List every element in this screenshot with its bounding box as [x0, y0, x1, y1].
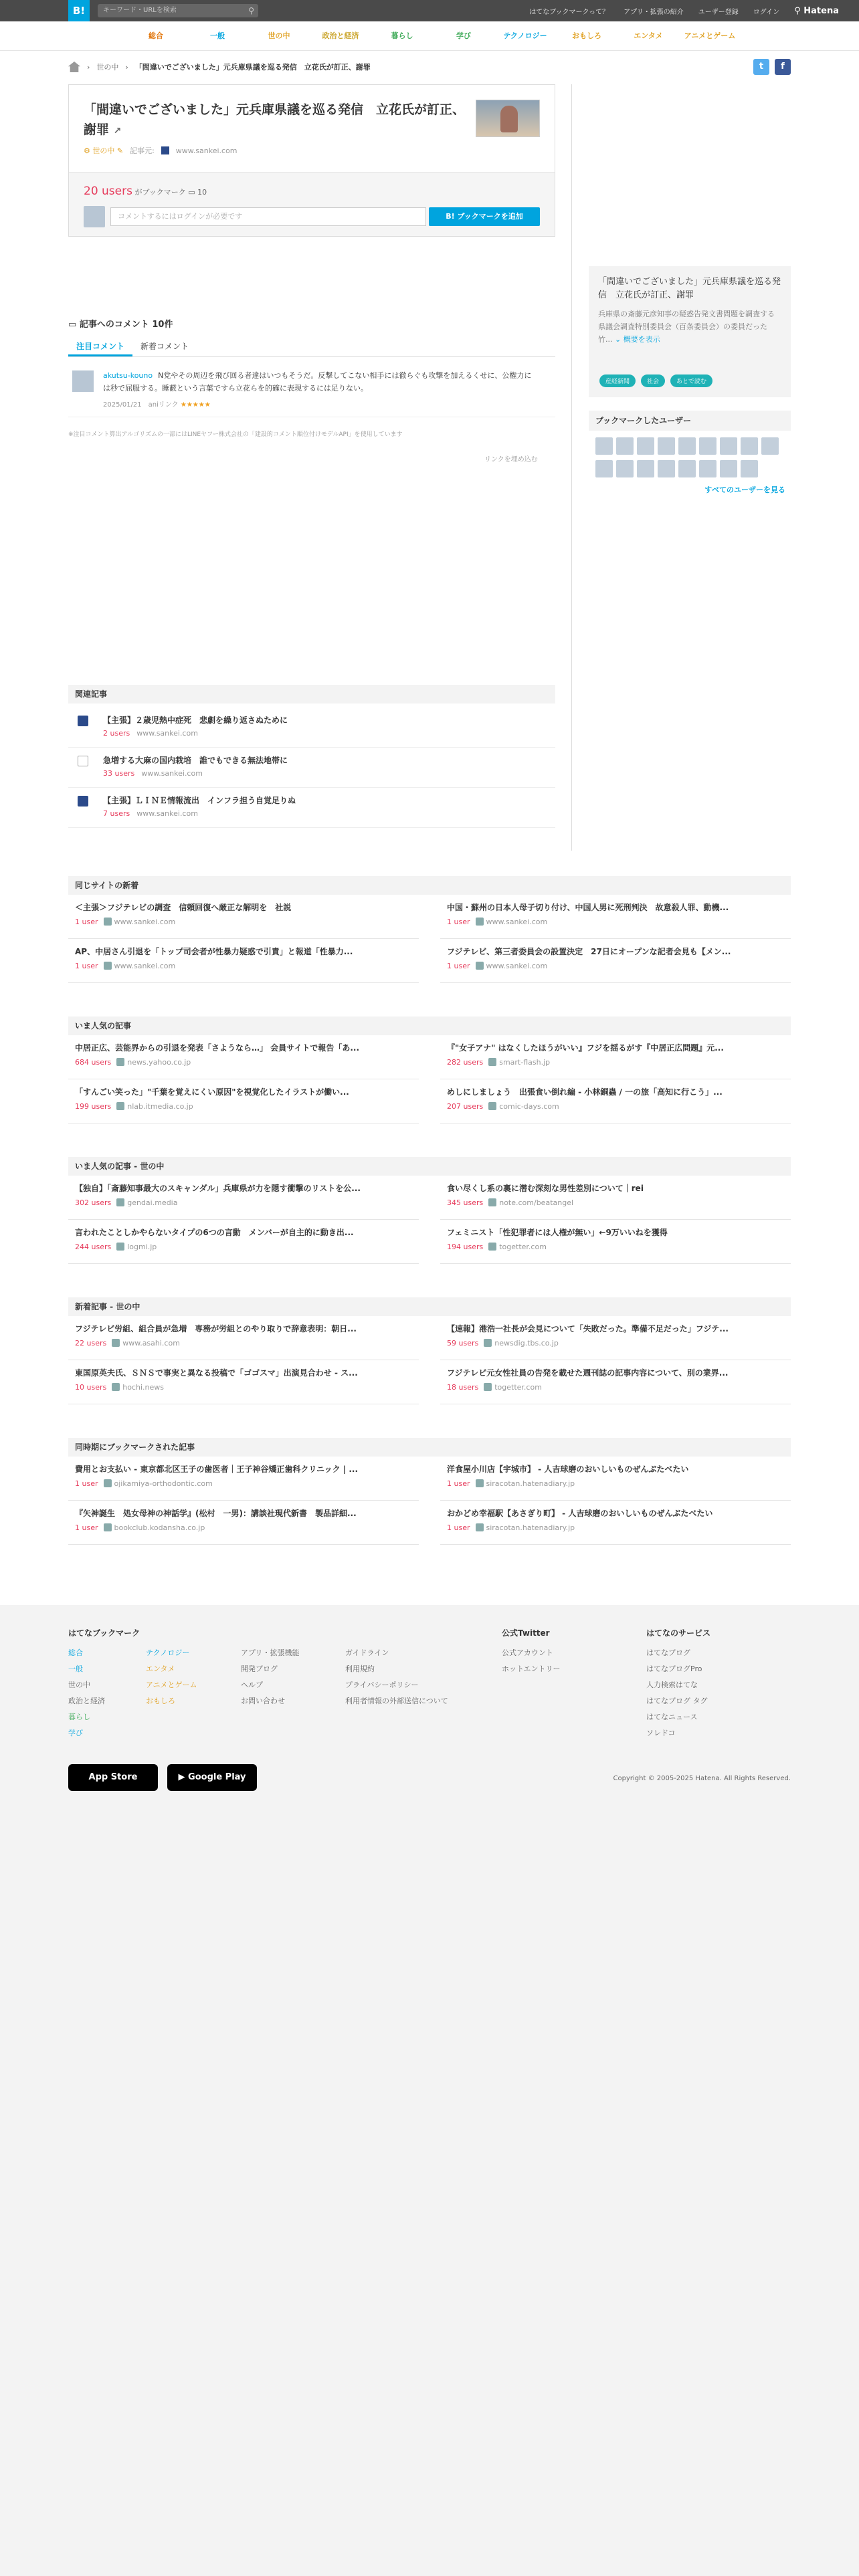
- article-site[interactable]: www.sankei.com: [486, 962, 548, 970]
- article-meta: [447, 1102, 784, 1111]
- article-section: [68, 1016, 791, 1123]
- home-icon[interactable]: [68, 62, 80, 72]
- footer-link[interactable]: 世の中: [68, 1681, 90, 1689]
- search-placeholder: キーワード・URLを検索: [103, 7, 177, 14]
- article-meta: [75, 1058, 412, 1067]
- entry-thumbnail[interactable]: [476, 100, 540, 137]
- user-icon[interactable]: [658, 437, 675, 455]
- article-item[interactable]: [68, 1501, 419, 1545]
- user-icon[interactable]: [637, 437, 654, 455]
- nav-category-4[interactable]: 暮らし: [391, 31, 413, 40]
- user-icons: [595, 437, 789, 477]
- favicon-icon: [488, 1102, 496, 1110]
- article-title[interactable]: めしにしましょう 出張食い倒れ編 - 小林銅蟲 / 一の旅「高知に行こう」...: [447, 1087, 723, 1097]
- article-users[interactable]: 1 user: [447, 1479, 470, 1488]
- tab-new-comments[interactable]: 新着コメント: [140, 342, 189, 351]
- article-title[interactable]: 洋食屋小川店【宇城市】 - 人吉球磨のおいしいものぜんぶたべたい: [447, 1465, 689, 1474]
- footer-col-categories: [146, 1645, 197, 1709]
- user-icon[interactable]: [741, 460, 758, 477]
- user-icon[interactable]: [720, 437, 737, 455]
- favicon-icon: [488, 1198, 496, 1206]
- section-header: 同じサイトの新着: [68, 876, 791, 895]
- article-item[interactable]: [440, 1035, 791, 1079]
- show-summary-label: 概要を表示: [623, 335, 660, 344]
- article-site[interactable]: logmi.jp: [127, 1243, 157, 1251]
- footer-heading: はてなのサービス: [646, 1628, 711, 1638]
- article-site[interactable]: hochi.news: [122, 1383, 164, 1392]
- article-meta: [447, 1243, 784, 1251]
- users-suffix: がブックマーク: [134, 188, 186, 197]
- article-item[interactable]: [440, 1457, 791, 1501]
- article-site[interactable]: comic-days.com: [499, 1102, 559, 1111]
- favicon-icon: [112, 1383, 120, 1391]
- footer-link[interactable]: お問い合わせ: [241, 1697, 285, 1705]
- article-section: [68, 1157, 791, 1264]
- article-users[interactable]: 1 user: [447, 918, 470, 926]
- article-title[interactable]: フジテレビ元女性社員の告発を載せた週刊誌の記事内容について、別の業界...: [447, 1368, 729, 1378]
- search-input[interactable]: [98, 4, 258, 17]
- article-item[interactable]: [68, 1457, 419, 1501]
- article-meta: [447, 1339, 784, 1348]
- hatena-bookmark-logo[interactable]: B!: [68, 0, 90, 21]
- favicon-icon: [484, 1339, 492, 1347]
- article-site[interactable]: ojikamiya-orthodontic.com: [114, 1479, 213, 1488]
- article-section: [68, 1438, 791, 1545]
- article-meta: [75, 918, 412, 926]
- article-users[interactable]: 244 users: [75, 1243, 112, 1251]
- nav-category-2[interactable]: 世の中: [268, 31, 290, 40]
- top-links: [529, 0, 839, 21]
- summary-text: [598, 308, 781, 346]
- related-item[interactable]: [68, 748, 555, 788]
- article-meta: [75, 1383, 412, 1392]
- favicon-icon: [488, 1243, 496, 1251]
- article-title[interactable]: 東国原英夫氏、ＳＮＳで事実と異なる投稿で「ゴゴスマ」出演見合わせ - ス...: [75, 1368, 358, 1378]
- favicon-icon: [78, 716, 88, 726]
- article-item[interactable]: [68, 895, 419, 939]
- article-item[interactable]: [440, 1079, 791, 1123]
- article-users[interactable]: 345 users: [447, 1198, 484, 1207]
- article-item[interactable]: [68, 939, 419, 983]
- footer-link[interactable]: 開発ブログ: [241, 1665, 278, 1673]
- favicon-icon: [116, 1243, 124, 1251]
- article-users[interactable]: 22 users: [75, 1339, 107, 1348]
- app-store-label: App Store: [88, 1772, 138, 1782]
- article-item[interactable]: [440, 1316, 791, 1360]
- article-title[interactable]: おかどめ幸福駅【あさぎり町】 - 人吉球磨のおいしいものぜんぶたべたい: [447, 1509, 713, 1518]
- section-header: 同時期にブックマークされた記事: [68, 1438, 791, 1457]
- source-link[interactable]: www.sankei.com: [175, 146, 237, 155]
- article-item[interactable]: [68, 1079, 419, 1123]
- favicon-icon: [476, 1523, 484, 1531]
- favicon-icon: [116, 1058, 124, 1066]
- breadcrumb: [68, 59, 371, 75]
- article-site[interactable]: www.sankei.com: [114, 962, 176, 970]
- article-item[interactable]: [68, 1220, 419, 1264]
- google-play-label: Google Play: [188, 1772, 246, 1782]
- footer-link[interactable]: 一般: [68, 1665, 83, 1673]
- user-icon[interactable]: [678, 460, 696, 477]
- footer-link[interactable]: アニメとゲーム: [146, 1681, 197, 1689]
- article-users[interactable]: 302 users: [75, 1198, 112, 1207]
- favicon-icon: [116, 1198, 124, 1206]
- article-title[interactable]: 『"女子アナ" はなくしたほうがいい』フジを揺るがす『中居正広問題』元...: [447, 1043, 724, 1053]
- footer-heading: はてなブックマーク: [68, 1628, 140, 1638]
- footer-link[interactable]: ヘルプ: [241, 1681, 263, 1689]
- article-meta: [75, 1479, 412, 1488]
- user-icon[interactable]: [616, 437, 634, 455]
- article-site[interactable]: bookclub.kodansha.co.jp: [114, 1523, 205, 1532]
- nav-category-6[interactable]: テクノロジー: [503, 31, 547, 40]
- breadcrumb-sep-icon: ›: [87, 62, 90, 72]
- article-title[interactable]: 『矢神誕生 処女母神の神話学』(松村 一男)：講談社現代新書 製品詳細...: [75, 1509, 357, 1518]
- section-grid: [68, 1316, 791, 1404]
- related-users[interactable]: 33 users: [103, 769, 135, 778]
- article-meta: [75, 962, 412, 970]
- user-icon[interactable]: [761, 437, 779, 455]
- article-meta: [75, 1243, 412, 1251]
- favicon-icon: [104, 1523, 112, 1531]
- bookmarked-users-header: ブックマークしたユーザー: [589, 411, 791, 431]
- article-users[interactable]: 59 users: [447, 1339, 479, 1348]
- article-title[interactable]: 言われたことしかやらないタイプの6つの言動 メンバーが自主的に動き出...: [75, 1228, 354, 1237]
- favicon-icon: [116, 1102, 124, 1110]
- section-header: いま人気の記事 - 世の中: [68, 1157, 791, 1176]
- article-meta: [447, 1058, 784, 1067]
- related-site[interactable]: www.sankei.com: [136, 809, 198, 818]
- tag[interactable]: 産経新聞: [599, 374, 636, 387]
- article-users[interactable]: 207 users: [447, 1102, 484, 1111]
- article-site[interactable]: togetter.com: [499, 1243, 547, 1251]
- article-site[interactable]: www.sankei.com: [114, 918, 176, 926]
- related-header: 関連記事: [68, 685, 555, 704]
- user-icon[interactable]: [699, 437, 717, 455]
- app-store-badge[interactable]: [68, 1764, 158, 1791]
- comment-link[interactable]: aniリンク: [148, 401, 179, 409]
- breadcrumb-sep-icon: ›: [125, 62, 128, 72]
- users-count[interactable]: [84, 185, 207, 198]
- tag[interactable]: 社会: [641, 374, 665, 387]
- hatena-brand: Hatena: [803, 5, 839, 16]
- facebook-icon[interactable]: f: [775, 59, 791, 75]
- tag-list: [599, 374, 712, 387]
- favicon-icon: [104, 918, 112, 926]
- related-site[interactable]: www.sankei.com: [136, 729, 198, 738]
- article-title[interactable]: フェミニスト「性犯罪者には人権が無い」←9万いいねを獲得: [447, 1228, 668, 1237]
- user-icon[interactable]: [595, 460, 613, 477]
- user-icon[interactable]: [637, 460, 654, 477]
- user-icon[interactable]: [595, 437, 613, 455]
- related-users[interactable]: 7 users: [103, 809, 130, 818]
- favicon-icon: [484, 1383, 492, 1391]
- article-meta: [447, 1523, 784, 1532]
- footer-link[interactable]: エンタメ: [146, 1665, 175, 1673]
- show-summary-link[interactable]: ⌄ 概要を表示: [615, 335, 660, 344]
- related-site[interactable]: www.sankei.com: [141, 769, 203, 778]
- footer-link[interactable]: ガイドライン: [345, 1648, 389, 1657]
- footer-link[interactable]: ホットエントリー: [502, 1665, 561, 1673]
- footer-link[interactable]: 公式アカウント: [502, 1648, 553, 1657]
- article-meta: [447, 918, 784, 926]
- comments-header-label: 記事へのコメント: [79, 320, 149, 330]
- article-item[interactable]: [68, 1360, 419, 1404]
- external-link-icon[interactable]: ↗: [113, 126, 122, 136]
- article-title[interactable]: フジテレビ労組、組合員が急増 専務が労組とのやり取りで辞意表明：朝日...: [75, 1324, 357, 1333]
- comment-tabs: [68, 337, 555, 357]
- nav-category-1[interactable]: 一般: [210, 31, 225, 40]
- user-icon[interactable]: [678, 437, 696, 455]
- section-grid: [68, 1176, 791, 1264]
- footer-link[interactable]: 利用者情報の外部送信について: [345, 1697, 448, 1705]
- footer-link[interactable]: はてなニュース: [646, 1713, 698, 1721]
- column-divider: [571, 84, 572, 851]
- favicon-icon: [488, 1058, 496, 1066]
- footer: [0, 1605, 859, 2576]
- article-site[interactable]: nlab.itmedia.co.jp: [127, 1102, 193, 1111]
- comment-count: 10: [197, 188, 207, 197]
- footer-col-bookmark: [68, 1625, 140, 1741]
- avatar: [84, 206, 105, 227]
- article-site[interactable]: togetter.com: [494, 1383, 542, 1392]
- comment-icon: ▭: [68, 320, 77, 330]
- comment-date[interactable]: 2025/01/21: [103, 401, 142, 409]
- article-users[interactable]: 194 users: [447, 1243, 484, 1251]
- footer-link[interactable]: 暮らし: [68, 1713, 90, 1721]
- source-label: 記事元:: [130, 146, 155, 155]
- related-users[interactable]: 2 users: [103, 729, 130, 738]
- footer-link[interactable]: アプリ・拡張機能: [241, 1648, 300, 1657]
- user-icon[interactable]: [720, 460, 737, 477]
- related-title[interactable]: 急増する大麻の国内栽培 誰でもできる無法地帯に: [103, 756, 288, 765]
- favicon-icon: [476, 918, 484, 926]
- article-meta: [447, 962, 784, 970]
- article-meta: [447, 1198, 784, 1207]
- favicon-icon: [104, 962, 112, 970]
- comment-input[interactable]: コメントするにはログインが必要です: [110, 207, 426, 226]
- related-title[interactable]: 【主張】２歳児熱中症死 悲劇を繰り返さぬために: [103, 716, 288, 725]
- entry-category-label: 世の中: [92, 146, 115, 155]
- avatar[interactable]: [72, 370, 94, 392]
- article-users[interactable]: 18 users: [447, 1383, 479, 1392]
- footer-heading: 公式Twitter: [502, 1628, 550, 1638]
- related-meta: [103, 809, 198, 818]
- top-bar: [0, 0, 859, 21]
- article-title[interactable]: ＜主張＞フジテレビの調査 信頼回復へ厳正な解明を 社説: [75, 903, 292, 912]
- article-title[interactable]: 「すんごい笑った」"千葉を覚えにくい原因"を視覚化したイラストが働い...: [75, 1087, 349, 1097]
- footer-link[interactable]: 人力検索はてな: [646, 1681, 698, 1689]
- copyright: Copyright © 2005-2025 Hatena. All Rights Reserved.: [613, 1775, 791, 1782]
- related-item[interactable]: [68, 708, 555, 748]
- favicon-icon: [78, 796, 88, 807]
- footer-link[interactable]: テクノロジー: [146, 1648, 190, 1657]
- related-meta: [103, 729, 198, 738]
- twitter-icon[interactable]: t: [753, 59, 769, 75]
- summary-desc: 兵庫県の斎藤元彦知事の疑惑告発文書問題を調査する県議会調査特別委員会（百条委員会）の委員だった竹...: [598, 310, 775, 344]
- article-users[interactable]: 1 user: [447, 962, 470, 970]
- article-users[interactable]: 1 user: [75, 962, 98, 970]
- category-nav: [0, 21, 859, 51]
- article-site[interactable]: siracotan.hatenadiary.jp: [486, 1479, 575, 1488]
- google-play-badge[interactable]: ▶ Google Play: [167, 1764, 257, 1791]
- article-users[interactable]: 282 users: [447, 1058, 484, 1067]
- footer-col-services: [646, 1625, 710, 1741]
- article-meta: [447, 1479, 784, 1488]
- section-grid: [68, 1457, 791, 1545]
- article-title[interactable]: 【独自】「斎藤知事最大のスキャンダル」兵庫県が力を隠す衝撃のリストを公...: [75, 1184, 361, 1193]
- article-site[interactable]: newsdig.tbs.co.jp: [494, 1339, 559, 1348]
- footer-col-apps: [241, 1645, 300, 1709]
- apps-link[interactable]: アプリ・拡張の紹介: [624, 8, 684, 16]
- article-item[interactable]: [68, 1176, 419, 1220]
- article-users[interactable]: 1 user: [75, 1523, 98, 1532]
- favicon-icon: [78, 756, 88, 766]
- footer-link[interactable]: 政治と経済: [68, 1697, 105, 1705]
- article-users[interactable]: 1 user: [447, 1523, 470, 1532]
- related-meta: [103, 769, 203, 778]
- footer-link[interactable]: はてなブログ: [646, 1648, 690, 1657]
- article-meta: [447, 1383, 784, 1392]
- related-title[interactable]: 【主張】ＬＩＮＥ情報流出 インフラ担う自覚足りぬ: [103, 796, 296, 805]
- embed-link[interactable]: リンクを埋め込む: [484, 456, 538, 463]
- hatena-logo[interactable]: ⚲ Hatena: [794, 5, 839, 16]
- all-users-link[interactable]: すべてのユーザーを見る: [704, 486, 785, 494]
- article-site[interactable]: www.asahi.com: [122, 1339, 180, 1348]
- article-users[interactable]: 10 users: [75, 1383, 107, 1392]
- comment-item: [68, 366, 555, 417]
- article-title[interactable]: 中国・蘇州の日本人母子切り付け、中国人男に死刑判決 故意殺人罪、動機...: [447, 903, 729, 912]
- nav-category-0[interactable]: 総合: [149, 31, 163, 40]
- footer-link[interactable]: 利用規約: [345, 1665, 375, 1673]
- footer-col-guides: [345, 1645, 448, 1709]
- comment-note: ※注目コメント算出アルゴリズムの一部にはLINEヤフー株式会社の「建設的コメント順位付けモデルAPI」を使用しています: [68, 431, 403, 438]
- nav-category-5[interactable]: 学び: [456, 31, 471, 40]
- article-meta: [75, 1102, 412, 1111]
- article-section: [68, 876, 791, 983]
- article-item[interactable]: [68, 1316, 419, 1360]
- article-meta: [75, 1523, 412, 1532]
- star-icon[interactable]: ★★★★★: [180, 401, 211, 409]
- users-count-value: 20 users: [84, 185, 132, 198]
- entry-title-text: 「間違いでございました」元兵庫県議を巡る発信 立花氏が訂正、謝罪: [84, 102, 466, 137]
- article-item[interactable]: [68, 1035, 419, 1079]
- nav-category-8[interactable]: エンタメ: [634, 31, 663, 40]
- tag[interactable]: あとで読む: [670, 374, 712, 387]
- favicon-icon: [476, 1479, 484, 1487]
- user-icon[interactable]: [741, 437, 758, 455]
- article-site[interactable]: siracotan.hatenadiary.jp: [486, 1523, 575, 1532]
- search-icon[interactable]: ⚲: [248, 6, 254, 15]
- article-item[interactable]: [440, 1220, 791, 1264]
- article-users[interactable]: 1 user: [75, 918, 98, 926]
- comment-icon: ▭: [188, 188, 195, 197]
- article-meta: [75, 1339, 412, 1348]
- article-item[interactable]: [440, 1360, 791, 1404]
- article-item[interactable]: [440, 939, 791, 983]
- article-section: [68, 1297, 791, 1404]
- entry-bookmark-area: [69, 172, 555, 236]
- article-title[interactable]: AP、中居さん引退を「トップ司会者が性暴力疑惑で引責」と報道「性暴力...: [75, 947, 353, 956]
- article-users[interactable]: 1 user: [75, 1479, 98, 1488]
- article-item[interactable]: [440, 1176, 791, 1220]
- article-title[interactable]: 食い尽くし系の裏に潜む深刻な男性差別について｜rei: [447, 1184, 644, 1193]
- article-site[interactable]: note.com/beatangel: [499, 1198, 574, 1207]
- comment-text: N党やその周辺を飛び回る者達はいつもそうだ。反撃してこない相手には徹らぐも攻撃を加えるくせに、公権力には秒で屈服する。睡蔽という言葉ですら立花らを的確に表現するには足りない。: [103, 371, 532, 393]
- footer-link[interactable]: はてなブログPro: [646, 1665, 702, 1673]
- article-item[interactable]: [440, 1501, 791, 1545]
- register-link[interactable]: ユーザー登録: [698, 8, 739, 16]
- article-site[interactable]: gendai.media: [127, 1198, 178, 1207]
- article-site[interactable]: www.sankei.com: [486, 918, 548, 926]
- section-grid: [68, 895, 791, 983]
- footer-col-twitter: [502, 1625, 561, 1677]
- article-item[interactable]: [440, 895, 791, 939]
- entry-card: [68, 84, 555, 237]
- article-title[interactable]: 中居正広、芸能界からの引退を発表「さようなら…」 会員サイトで報告「あ...: [75, 1043, 360, 1053]
- share-buttons: [753, 59, 791, 75]
- related-item[interactable]: [68, 788, 555, 828]
- article-users[interactable]: 199 users: [75, 1102, 112, 1111]
- source-favicon-icon: [161, 146, 169, 154]
- entry-title[interactable]: [84, 100, 472, 141]
- footer-link[interactable]: 学び: [68, 1729, 83, 1737]
- section-grid: [68, 1035, 791, 1123]
- about-link[interactable]: はてなブックマークって？: [529, 8, 609, 16]
- footer-link[interactable]: はてなブログ タグ: [646, 1697, 708, 1705]
- article-meta: [75, 1198, 412, 1207]
- footer-link[interactable]: 総合: [68, 1648, 83, 1657]
- user-icon[interactable]: [658, 460, 675, 477]
- nav-category-3[interactable]: 政治と経済: [322, 31, 359, 40]
- favicon-icon: [104, 1479, 112, 1487]
- footer-link[interactable]: ソレドコ: [646, 1729, 676, 1737]
- entry-meta: [84, 145, 237, 156]
- comment-meta: [103, 399, 211, 409]
- favicon-icon: [112, 1339, 120, 1347]
- article-site[interactable]: news.yahoo.co.jp: [127, 1058, 191, 1067]
- favicon-icon: [476, 962, 484, 970]
- user-icon[interactable]: [616, 460, 634, 477]
- article-title[interactable]: フジテレビ、第三者委員会の設置決定 27日にオープンな記者会見も【メン...: [447, 947, 731, 956]
- article-users[interactable]: 684 users: [75, 1058, 112, 1067]
- nav-category-9[interactable]: アニメとゲーム: [684, 31, 736, 40]
- section-header: いま人気の記事: [68, 1016, 791, 1035]
- footer-link[interactable]: おもしろ: [146, 1697, 175, 1705]
- add-bookmark-button[interactable]: B! ブックマークを追加: [429, 207, 540, 226]
- article-title[interactable]: 【速報】港浩一社長が会見について「失敗だった。準備不足だった」フジテ...: [447, 1324, 729, 1333]
- tab-popular-comments[interactable]: 注目コメント: [68, 337, 132, 356]
- article-site[interactable]: smart-flash.jp: [499, 1058, 551, 1067]
- comment-user[interactable]: akutsu-kouno: [103, 371, 153, 380]
- footer-link[interactable]: プライバシーポリシー: [345, 1681, 419, 1689]
- comment-body: [103, 369, 538, 395]
- comments-header: [68, 317, 173, 330]
- breadcrumb-category[interactable]: 世の中: [96, 63, 119, 72]
- breadcrumb-title: 「間違いでございました」元兵庫県議を巡る発信 立花氏が訂正、謝罪: [134, 63, 371, 72]
- comments-count: 10件: [152, 320, 173, 330]
- entry-category[interactable]: ⚙ 世の中 ✎: [84, 146, 124, 155]
- summary-title: 「間違いでございました」元兵庫県議を巡る発信 立花氏が訂正、謝罪: [598, 277, 781, 300]
- user-icon[interactable]: [699, 460, 717, 477]
- login-link[interactable]: ログイン: [753, 8, 780, 16]
- nav-category-7[interactable]: おもしろ: [572, 31, 601, 40]
- section-header: 新着記事 - 世の中: [68, 1297, 791, 1316]
- article-title[interactable]: 費用とお支払い - 東京都北区王子の歯医者｜王子神谷矯正歯科クリニック | ...: [75, 1465, 359, 1474]
